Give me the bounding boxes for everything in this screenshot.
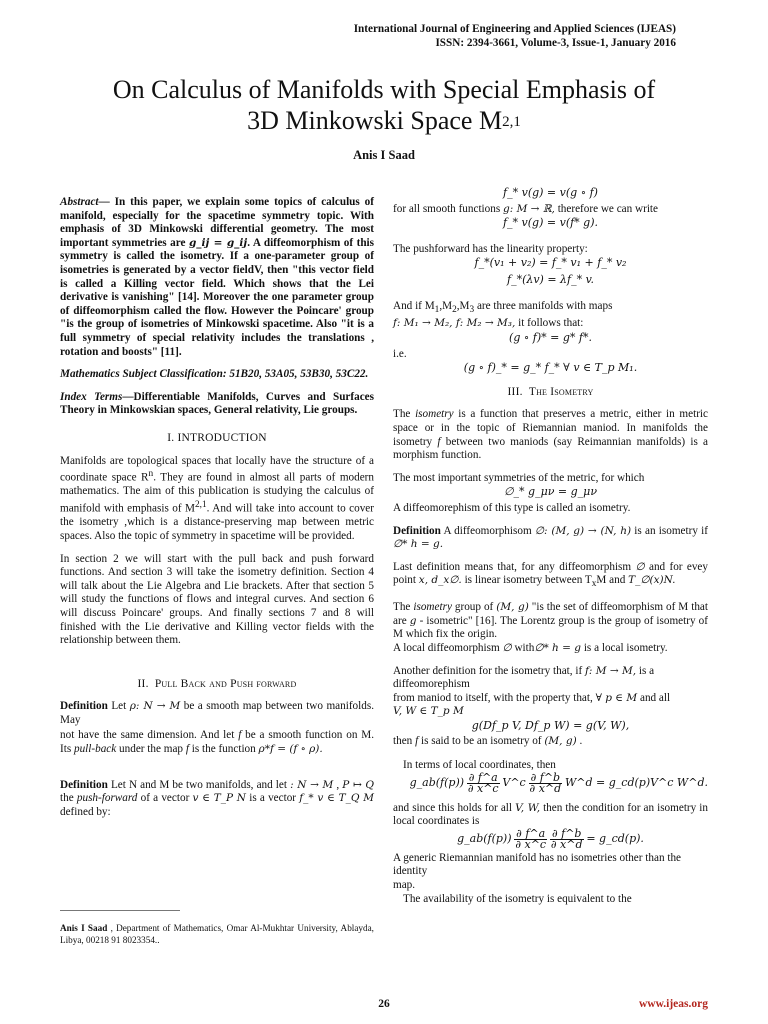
- diffeomorphism-isometry-text: A diffeomorephism of this type is called an isometry.: [393, 501, 631, 514]
- generic-manifold-map: map.: [393, 879, 416, 892]
- ie-label: i.e.: [393, 347, 407, 360]
- local-coordinates-text: In terms of local coordinates, then: [403, 759, 556, 772]
- left-column: [60, 196, 374, 828]
- composition-maps: f: M₁ → M₂, f: M₂ → M₃, it follows that:: [393, 317, 584, 330]
- last-definition-text: Last definition means that, for any diffeomorphism ∅ and for evey point x, d_x∅. is linear isometry between $T_xM$ and T_∅(x)N.: [393, 560, 708, 590]
- equation-isometry-local: g_ab(f(p)) $\frac{\partial f\^{}a}{\partial x\^{}c}$ $\frac{\partial f\^{}b}{\partial x\^{}d}$ = g_cd(p).: [457, 826, 644, 851]
- equation-metric-symmetry: ∅_* g_μν = g_μν: [503, 485, 598, 499]
- section-heading-pullback: II. Pull Back and Push forward: [137, 677, 297, 690]
- author-footnote: Anis I Saad , Department of Mathematics, Omar Al-Mukhtar University, Ablayda, Libya, 00218 91 8023354..: [60, 923, 374, 945]
- availability-text: The availability of the isometry is equivalent to the: [403, 892, 632, 905]
- linearity-text: The pushforward has the linearity property:: [393, 242, 588, 255]
- title-line-2: 3D Minkowski Space M$^{2,1}$: [247, 106, 521, 135]
- local-isometry-text: A local diffeomorphism ∅ with∅* h = g is a local isometry.: [393, 641, 668, 654]
- abstract: Abstract— In this paper, we explain some topics of calculus of manifold, especially for the spacetime symmetry topic. With emphasis of 3D Minkowski differential geometry. The most important symmetries are g_ij = g_ij. A diffeomorphism of this symmetry is called the isometry. If a one-parameter group of isometries is generated by a vector fieldV, then "this vector field is called a Killing vector field. Which shows that the Lei derivative is vanishing" [14]. Moreover the one parameter group of diffeomorphism called the flow. However the Poincare' group "is the group of isometries of Minkowski spacetime. Also "it is a full symmetry of special relativity includes the translations , rotation and boosts" [11].: [60, 196, 374, 358]
- journal-name: International Journal of Engineering and Applied Sciences (IJEAS): [353, 23, 676, 35]
- journal-website[interactable]: www.ijeas.org: [639, 998, 708, 1010]
- section-heading-isometry: III. The Isometry: [507, 385, 594, 398]
- abstract-label: Abstract: [60, 196, 99, 208]
- symmetries-text: The most important symmetries of the metric, for which: [393, 471, 645, 484]
- then-isometry-text: then f is said to be an isometry of (M, g) .: [393, 735, 583, 748]
- equation-pushforward-def: f_* v(g) = v(g ∘ f): [503, 186, 598, 199]
- equation-isometry-condition: g(Df_p V, Df_p W) = g(V, W),: [471, 718, 630, 732]
- journal-issn: ISSN: 2394-3661, Volume-3, Issue-1, January 2016: [435, 37, 676, 49]
- another-definition-text: Another definition for the isometry that, if f: M → M, is a diffeomorephism: [393, 664, 655, 691]
- msc-classification: Mathematics Subject Classification: 51B20, 53A05, 53B30, 53C22.: [60, 368, 369, 381]
- equation-local-coordinates: g_ab(f(p)) $\frac{\partial f\^{}a}{\partial x\^{}c}$ V^c $\frac{\partial f\^{}b}{\partial x\^{}d}$ W^d = g_cd(p)V^c W^d.: [409, 770, 708, 795]
- definition-pullback: Definition Let ρ: N → M be a smooth map between two manifolds. May: [60, 700, 374, 726]
- journal-header: [76, 22, 676, 50]
- abstract-math: g_ij = g_ij: [188, 236, 248, 249]
- title-line-1: On Calculus of Manifolds with Special Emphasis of: [112, 75, 656, 104]
- composition-text: And if $M_1,M_2,M_3$ are three manifolds with maps: [393, 299, 613, 315]
- definition-pushforward: Definition Let N and M be two manifolds, and let : N → M , P ↦ Q the push-forward of a vector v ∈ T_P N is a vector f_* v ∈ T_Q M defined by:: [60, 778, 375, 818]
- isometry-group-text: The isometry group of (M, g) "is the set of diffeomorphism of M that are g - isometric" [16]. The Lorentz group is the group of isometry of M which fix the origin.: [393, 601, 708, 641]
- section-heading-introduction: I. INTRODUCTION: [167, 431, 267, 444]
- footnote-rule: [60, 910, 180, 911]
- equation-pushforward-composition: (g ∘ f)_* = g_* f_* ∀ v ∈ T_p M₁.: [463, 361, 638, 375]
- equation-linearity-sum: f_*(v₁ + v₂) = f_* v₁ + f_* v₂: [474, 256, 627, 270]
- page-number: 26: [378, 998, 390, 1010]
- author-name: Anis I Saad: [353, 148, 415, 162]
- equation-pullback-composition: (g ∘ f)* = g* f*.: [509, 330, 592, 344]
- equation-linearity-scalar: f_*(λv) = λf_* v.: [507, 272, 594, 286]
- isometry-paragraph: The isometry is a function that preserves a metric, either in metric space or in the topic of Riemannian maniod. In manifolds the isometry f between two maniods (say Reimannian manifolds) is a morphism function.: [393, 408, 709, 462]
- generic-manifold-text: A generic Riemannian manifold has no isometries other than the identity: [393, 851, 682, 878]
- index-terms: Index Terms—Differentiable Manifolds, Curves and Surfaces Theory in Minkowskian spaces, General relativity, Lie groups.: [60, 390, 374, 417]
- definition-pullback-cont: not have the same dimension. And let f be a smooth function on M. Its pull-back under the map f is the function ρ*f = (f ∘ ρ).: [60, 729, 375, 756]
- intro-paragraph-1: Manifolds are topological spaces that locally have the structure of a coordinate space $R^n$. They are found in almost all parts of modern mathematics. The aim of this publication is studying the calculus of manifold with emphasis of M$^{2,1}$. And will take into account to cover the isometry ,which is a distance-preserving map between metric spaces. Also the topic of symmetry in spacetime will be provided.: [60, 454, 374, 542]
- definition-isometry: Definition A diffeomorphisom ∅: (M, g) → (N, h) is an isometry if ∅* h = g.: [393, 524, 709, 551]
- paper-title: [60, 74, 708, 141]
- title-superscript: 2,1: [502, 114, 521, 130]
- intro-paragraph-2: In section 2 we will start with the pull back and push forward functions. And section 3 will take the isometry definition. Section 4 will talk about the Lie Algebra and Lie brackets. After that section 5 will study the functions of flows and integral curves. And section 6 will discuss Poincare' groups. And finally sections 7 and 8 will finished with the Lie derivative and Killing vector fields with the relationship between them.: [60, 552, 374, 647]
- equation-pushforward-pullback: f_* v(g) = v(f* g).: [502, 216, 599, 230]
- another-definition-vectors: V, W ∈ T_p M: [393, 705, 464, 718]
- since-holds-text: and since this holds for all V, W, then the condition for an isometry in local coordinates is: [393, 801, 708, 828]
- right-column: [393, 186, 708, 906]
- another-definition-cont: from maniod to itself, with the property that, ∀ p ∈ M and all: [393, 691, 671, 704]
- pushforward-text: for all smooth functions g: M → ℝ, therefore we can write: [393, 202, 659, 215]
